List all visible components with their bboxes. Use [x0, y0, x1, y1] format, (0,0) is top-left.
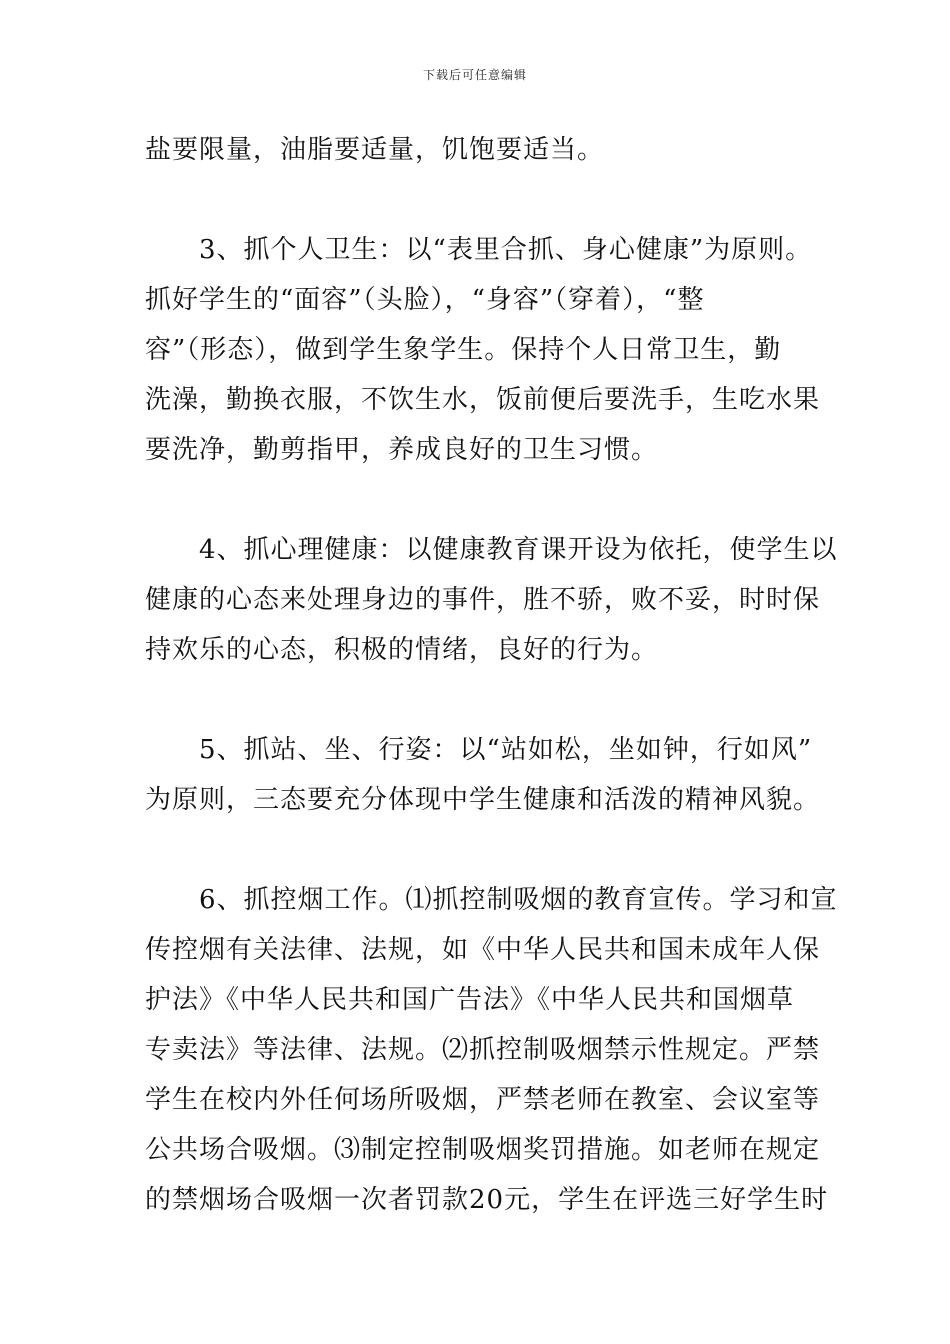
text-line: 要洗净，勤剪指甲，养成良好的卫生习惯。: [145, 435, 659, 465]
text-line: 为原则，三态要充分体现中学生健康和活泼的精神风貌。: [145, 785, 821, 815]
text-line: 护法》《中华人民共和国广告法》《中华人民共和国烟草: [145, 985, 795, 1015]
text-line: 传控烟有关法律、法规，如《中华人民共和国未成年人保: [145, 935, 821, 965]
text-line: 3、抓个人卫生：以“表里合抓、身心健康”为原则。: [145, 235, 813, 265]
text-line: 专卖法》等法律、法规。⑵抓控制吸烟禁示性规定。严禁: [145, 1035, 821, 1065]
text-line: 健康的心态来处理身边的事件，胜不骄，败不妥，时时保: [145, 585, 821, 615]
text-line: 学生在校内外任何场所吸烟，严禁老师在教室、会议室等: [145, 1085, 821, 1115]
text-line: 6、抓控烟工作。⑴抓控制吸烟的教育宣传。学习和宣: [145, 885, 838, 915]
text-line: 5、抓站、坐、行姿：以“站如松，坐如钟，行如风”: [145, 735, 813, 765]
text-line: 持欢乐的心态，积极的情绪，良好的行为。: [145, 635, 659, 665]
text-line: 抓好学生的“面容”（头脸），“身容”（穿着），“整: [145, 285, 705, 315]
text-line: 的禁烟场合吸烟一次者罚款20元，学生在评选三好学生时: [145, 1185, 829, 1215]
text-line: 4、抓心理健康：以健康教育课开设为依托，使学生以: [145, 535, 838, 565]
text-line: 盐要限量，油脂要适量，饥饱要适当。: [145, 135, 605, 165]
text-line: 洗澡，勤换衣服，不饮生水，饭前便后要洗手，生吃水果: [145, 385, 821, 415]
text-line: 容”（形态），做到学生象学生。保持个人日常卫生，勤: [145, 335, 782, 365]
page-header: 下载后可任意编辑: [422, 68, 527, 82]
text-line: 公共场合吸烟。⑶制定控制吸烟奖罚措施。如老师在规定: [145, 1135, 821, 1165]
